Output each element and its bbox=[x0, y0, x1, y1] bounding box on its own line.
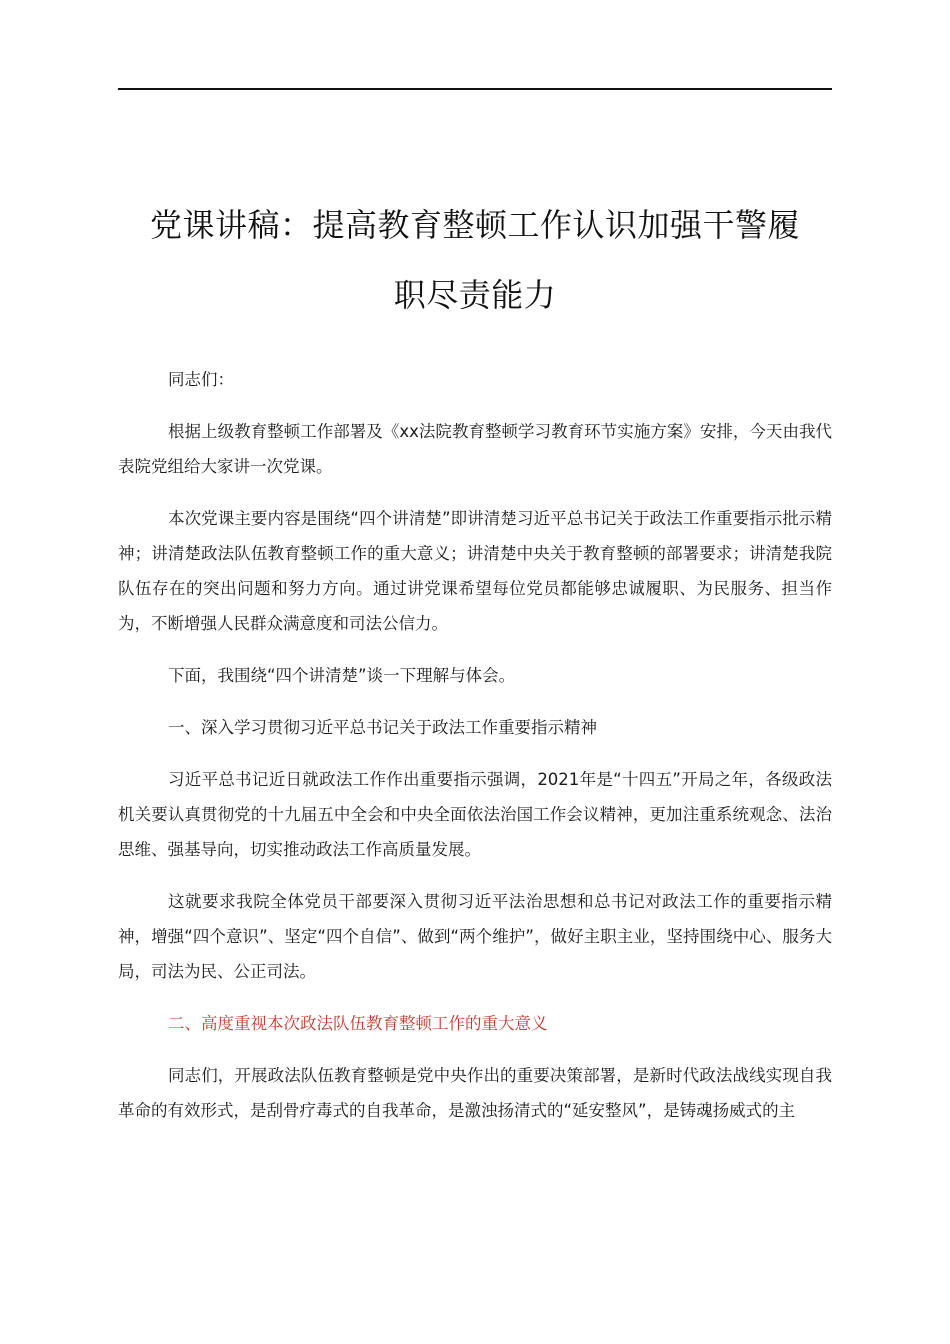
paragraph-section1-a: 习近平总书记近日就政法工作作出重要指示强调，2021年是“十四五”开局之年，各级政法机关要认真贯彻党的十九届五中全会和中央全面依法治国工作会议精神，更加注重系统观念、法治思维、强基导向，切实推动政法工作高质量发展。 bbox=[118, 770, 832, 859]
paragraph-section1-b: 这就要求我院全体党员干部要深入贯彻习近平法治思想和总书记对政法工作的重要指示精神，增强“四个意识”、坚定“四个自信”、做到“两个维护”，做好主职主业，坚持围绕中心、服务大局，司法为民、公正司法。 bbox=[118, 892, 832, 981]
title-line-2: 职尽责能力 bbox=[393, 276, 557, 314]
paragraph-outline: 本次党课主要内容是围绕“四个讲清楚”即讲清楚习近平总书记关于政法工作重要指示批示精神；讲清楚政法队伍教育整顿工作的重大意义；讲清楚中央关于教育整顿的部署要求；讲清楚我院队伍存在的突出问题和努力方向。通过讲党课希望每位党员都能够忠诚履职、为民服务、担当作为，不断增强人民群众满意度和司法公信力。 bbox=[118, 509, 832, 633]
document-body bbox=[118, 362, 832, 1145]
section-heading-2: 二、高度重视本次政法队伍教育整顿工作的重大意义 bbox=[168, 1014, 548, 1033]
document-title bbox=[118, 190, 832, 330]
paragraph-intro: 根据上级教育整顿工作部署及《xx法院教育整顿学习教育环节实施方案》安排，今天由我代表院党组给大家讲一次党课。 bbox=[118, 422, 832, 476]
paragraph-section2-a: 同志们，开展政法队伍教育整顿是党中央作出的重要决策部署，是新时代政法战线实现自我革命的有效形式，是刮骨疗毒式的自我革命，是激浊扬清式的“延安整风”，是铸魂扬威式的主 bbox=[118, 1066, 832, 1120]
header-rule bbox=[118, 88, 832, 90]
salutation: 同志们： bbox=[168, 370, 234, 389]
title-line-1: 党课讲稿：提高教育整顿工作认识加强干警履 bbox=[149, 206, 800, 244]
paragraph-transition: 下面，我围绕“四个讲清楚”谈一下理解与体会。 bbox=[168, 666, 516, 685]
section-heading-1: 一、深入学习贯彻习近平总书记关于政法工作重要指示精神 bbox=[168, 718, 597, 737]
